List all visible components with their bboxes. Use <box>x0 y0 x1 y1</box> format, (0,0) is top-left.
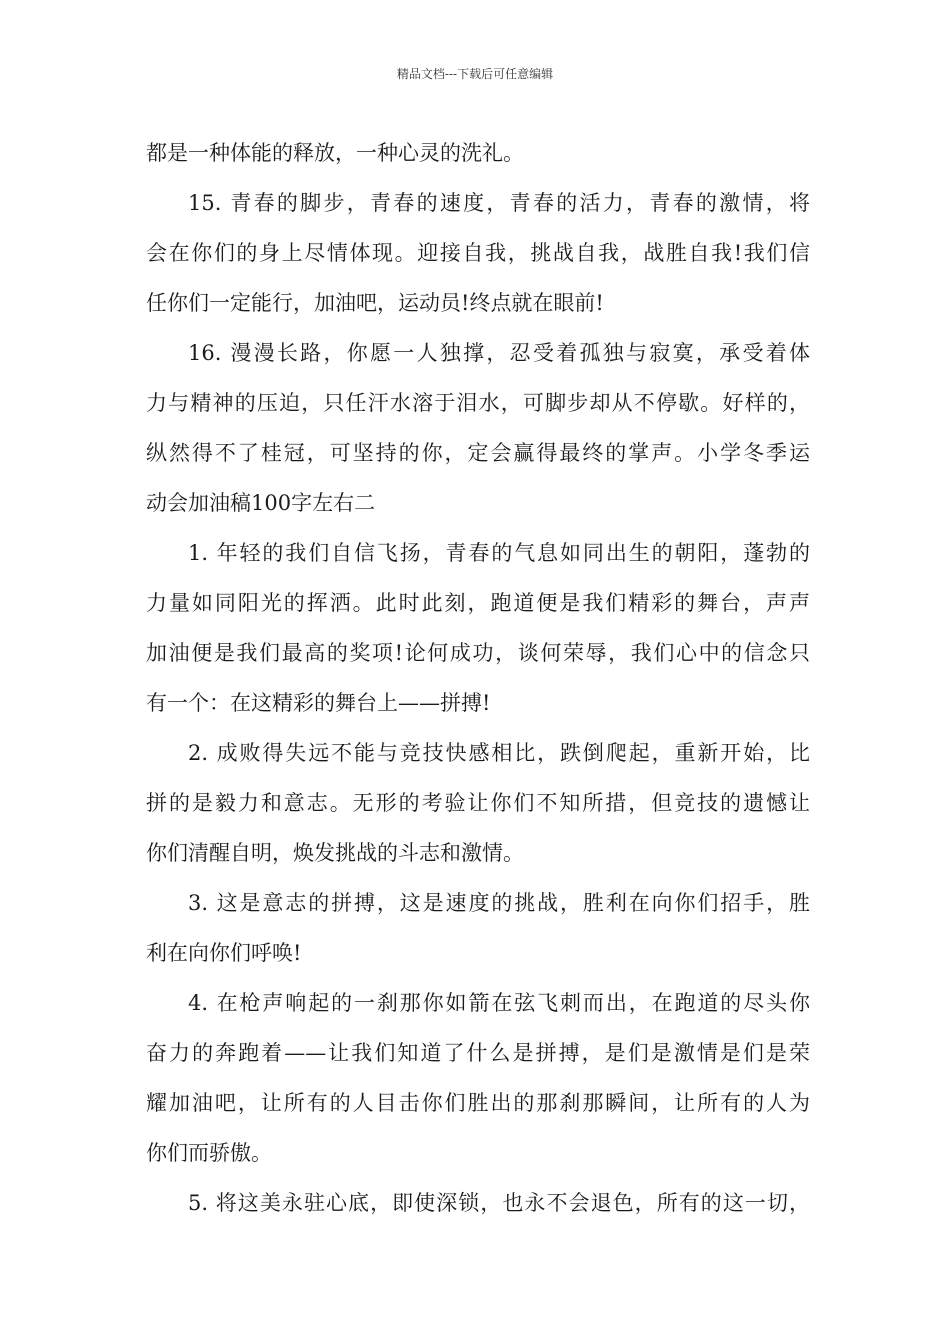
text-line: 力量如同阳光的挥洒。此时此刻，跑道便是我们精彩的舞台，声声 <box>146 591 810 615</box>
text-line: 2. 成败得失远不能与竞技快感相比，跌倒爬起，重新开始，比 <box>188 741 810 765</box>
text-line: 3. 这是意志的拼搏，这是速度的挑战，胜利在向你们招手，胜 <box>188 891 810 915</box>
text-line: 力与精神的压迫，只任汗水溶于泪水，可脚步却从不停歇。好样的， <box>146 391 810 415</box>
text-line: 加油便是我们最高的奖项!论何成功，谈何荣辱，我们心中的信念只 <box>146 641 810 665</box>
text-line: 动会加油稿100字左右二 <box>146 491 376 515</box>
text-line: 利在向你们呼唤! <box>146 941 302 965</box>
page-header: 精品文档---下载后可任意编辑 <box>396 67 554 81</box>
text-line: 奋力的奔跑着——让我们知道了什么是拼搏，是们是激情是们是荣 <box>146 1041 810 1065</box>
text-line: 会在你们的身上尽情体现。迎接自我，挑战自我，战胜自我!我们信 <box>146 241 810 265</box>
text-line: 耀加油吧，让所有的人目击你们胜出的那刹那瞬间，让所有的人为 <box>146 1091 810 1115</box>
text-line: 1. 年轻的我们自信飞扬，青春的气息如同出生的朝阳，蓬勃的 <box>188 541 810 565</box>
text-line: 任你们一定能行，加油吧，运动员!终点就在眼前! <box>146 291 604 315</box>
text-line: 有一个：在这精彩的舞台上——拼搏! <box>146 691 491 715</box>
text-line: 4. 在枪声响起的一刹那你如箭在弦飞刺而出，在跑道的尽头你 <box>188 991 810 1015</box>
document-body <box>146 128 810 1228</box>
text-line: 5. 将这美永驻心底，即使深锁，也永不会退色，所有的这一切， <box>188 1191 810 1215</box>
text-line: 你们清醒自明，焕发挑战的斗志和激情。 <box>146 841 524 865</box>
text-line: 你们而骄傲。 <box>146 1141 272 1165</box>
text-line: 15. 青春的脚步，青春的速度，青春的活力，青春的激情，将 <box>188 191 810 215</box>
text-line: 纵然得不了桂冠，可坚持的你，定会赢得最终的掌声。小学冬季运 <box>146 441 810 465</box>
text-line: 16. 漫漫长路，你愿一人独撑，忍受着孤独与寂寞，承受着体 <box>188 341 810 365</box>
text-line: 拼的是毅力和意志。无形的考验让你们不知所措，但竞技的遗憾让 <box>146 791 810 815</box>
text-line: 都是一种体能的释放，一种心灵的洗礼。 <box>146 141 524 165</box>
